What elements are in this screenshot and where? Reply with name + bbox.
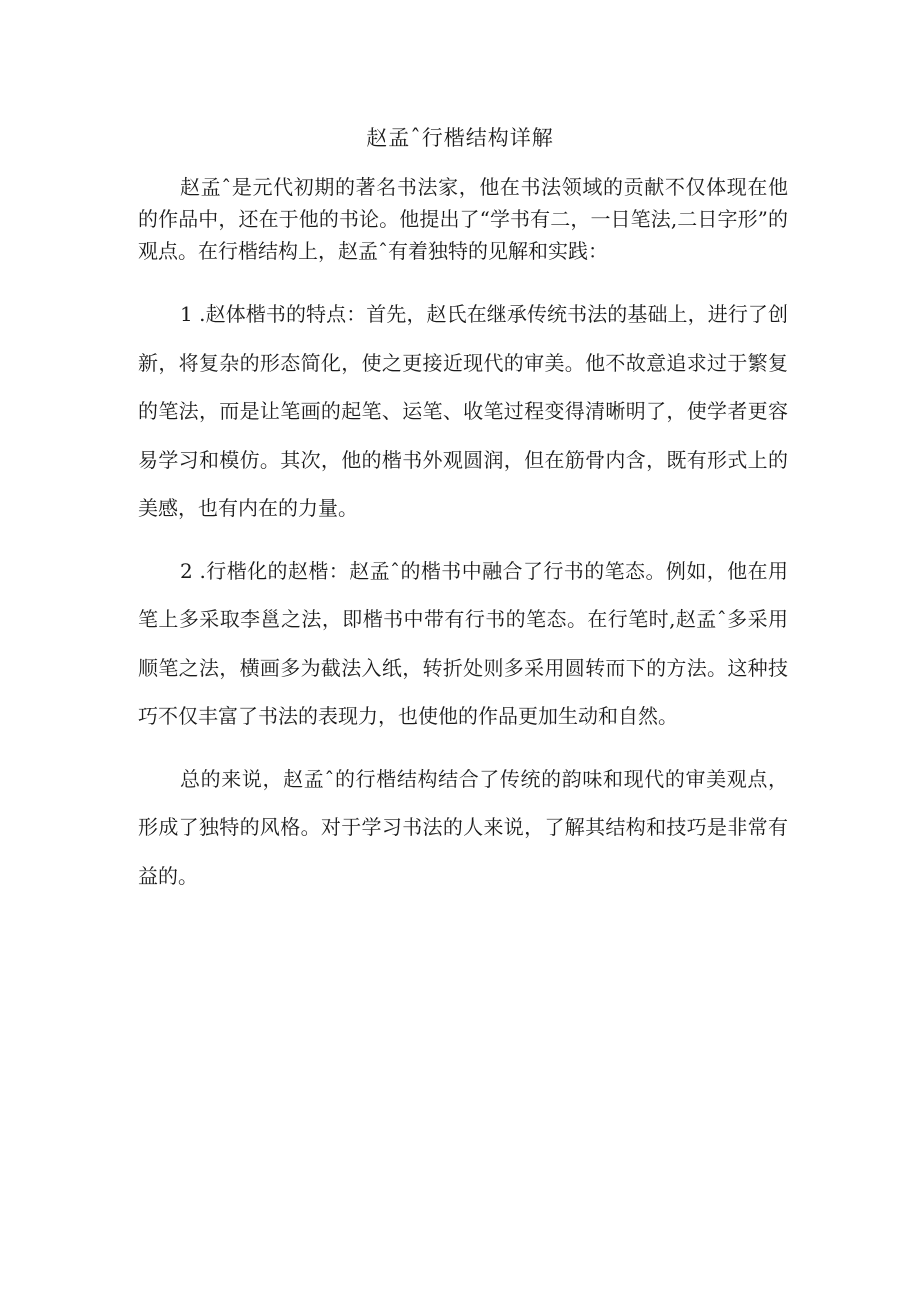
- conclusion-paragraph: 总的来说，赵孟ˆ的行楷结构结合了传统的韵味和现代的审美观点，形成了独特的风格。对于学习书法的人来说，了解其结构和技巧是非常有益的。: [138, 766, 788, 888]
- intro-paragraph: 赵孟ˆ是元代初期的著名书法家，他在书法领域的贡献不仅体现在他的作品中，还在于他的书论。他提出了“学书有二，一日笔法,二日字形”的观点。在行楷结构上，赵孟ˆ有着独特的见解和实践：: [138, 175, 788, 263]
- document-title: 赵孟ˆ行楷结构详解: [366, 126, 554, 150]
- point-1-paragraph: 1 .赵体楷书的特点：首先，赵氏在继承传统书法的基础上，进行了创新，将复杂的形态简化，使之更接近现代的审美。他不故意追求过于繁复的笔法，而是让笔画的起笔、运笔、收笔过程变得清晰明了，使学者更容易学习和模仿。其次，他的楷书外观圆润，但在筋骨内含，既有形式上的美感，也有内在的力量。: [138, 302, 788, 520]
- document-body: [138, 171, 788, 900]
- point-2-paragraph: 2 .行楷化的赵楷：赵孟ˆ的楷书中融合了行书的笔态。例如，他在用笔上多采取李邕之法，即楷书中带有行书的笔态。在行笔时,赵孟ˆ多采用顺笔之法，横画多为截法入纸，转折处则多采用圆转而下的方法。这种技巧不仅丰富了书法的表现力，也使他的作品更加生动和自然。: [138, 558, 788, 728]
